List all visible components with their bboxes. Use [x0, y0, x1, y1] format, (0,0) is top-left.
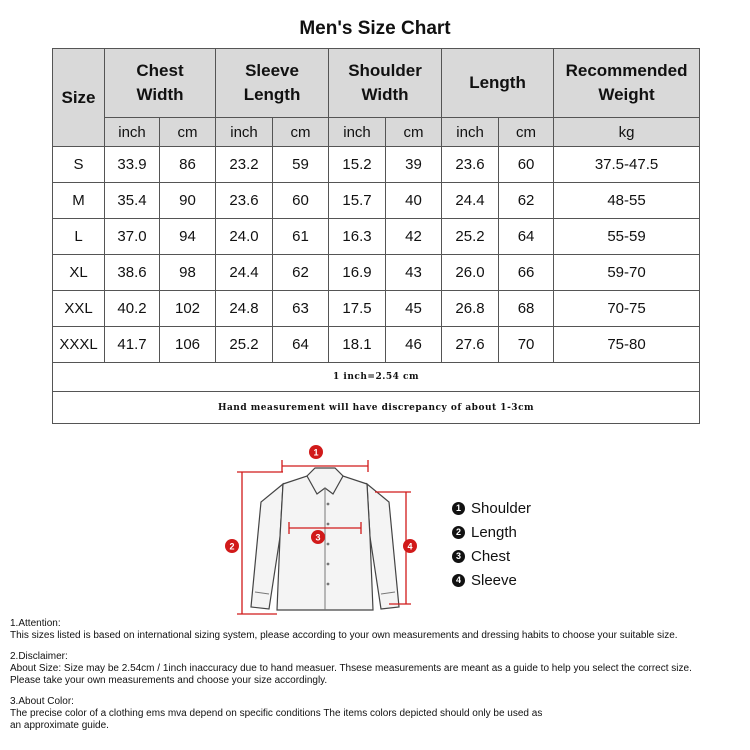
size-label-cell: M: [53, 183, 105, 219]
table-row: [53, 183, 700, 219]
table-cell: 106: [160, 327, 216, 363]
table-cell: 15.7: [329, 183, 386, 219]
header-chest-width: Chest Width: [105, 49, 216, 118]
table-cell: 60: [499, 147, 554, 183]
marker-2: [225, 539, 239, 553]
unit-cell: kg: [554, 118, 700, 147]
table-cell: 43: [386, 255, 442, 291]
table-cell: 55-59: [554, 219, 700, 255]
disclaimer-text-1: About Size: Size may be 2.54cm / 1inch inaccuracy due to hand measuer. Thsese measurements are meant as a guide to help you select the correct size.: [10, 663, 692, 674]
table-row: [53, 327, 700, 363]
table-cell: 17.5: [329, 291, 386, 327]
legend-item-sleeve: [452, 568, 531, 592]
table-cell: 94: [160, 219, 216, 255]
size-label-cell: S: [53, 147, 105, 183]
size-label-cell: XXXL: [53, 327, 105, 363]
table-row: [53, 147, 700, 183]
table-cell: 66: [499, 255, 554, 291]
table-cell: 24.8: [216, 291, 273, 327]
marker-4: [403, 539, 417, 553]
table-cell: 48-55: [554, 183, 700, 219]
table-cell: 62: [499, 183, 554, 219]
marker-4-label: 4: [407, 541, 413, 552]
table-cell: 102: [160, 291, 216, 327]
unit-cell: cm: [273, 118, 329, 147]
measurement-legend: [452, 496, 531, 592]
header-row: [53, 49, 700, 118]
conversion-note-row: [53, 363, 700, 392]
unit-cell: cm: [386, 118, 442, 147]
table-cell: 24.4: [442, 183, 499, 219]
table-cell: 46: [386, 327, 442, 363]
legend-label-shoulder: Shoulder: [471, 499, 532, 517]
legend-item-shoulder: [452, 496, 531, 520]
legend-item-chest: [452, 544, 531, 568]
table-cell: 35.4: [105, 183, 160, 219]
unit-cell: inch: [329, 118, 386, 147]
table-cell: 63: [273, 291, 329, 327]
table-cell: 26.8: [442, 291, 499, 327]
table-cell: 37.5-47.5: [554, 147, 700, 183]
legend-number-3: 3: [452, 550, 465, 563]
legend-number-4: 4: [452, 574, 465, 587]
table-cell: 90: [160, 183, 216, 219]
table-cell: 45: [386, 291, 442, 327]
attention-text: This sizes listed is based on international sizing system, please according to your own measurements and dressing habits to choose your suitable size.: [10, 630, 678, 641]
table-cell: 15.2: [329, 147, 386, 183]
table-cell: 18.1: [329, 327, 386, 363]
table-cell: 68: [499, 291, 554, 327]
legend-number-2: 2: [452, 526, 465, 539]
header-sleeve-length: Sleeve Length: [216, 49, 329, 118]
disclaimer-title: 2.Disclaimer:: [10, 651, 68, 662]
table-cell: 23.6: [442, 147, 499, 183]
color-text-1: The precise color of a clothing ems mva depend on specific conditions The items colors depicted should only be used as: [10, 708, 543, 719]
table-row: [53, 291, 700, 327]
table-cell: 25.2: [216, 327, 273, 363]
legend-label-chest: Chest: [471, 547, 511, 565]
size-table: [52, 48, 700, 424]
table-cell: 33.9: [105, 147, 160, 183]
table-cell: 59-70: [554, 255, 700, 291]
table-cell: 24.4: [216, 255, 273, 291]
table-cell: 23.2: [216, 147, 273, 183]
legend-label-sleeve: Sleeve: [471, 571, 517, 589]
table-cell: 62: [273, 255, 329, 291]
table-cell: 25.2: [442, 219, 499, 255]
table-cell: 16.9: [329, 255, 386, 291]
table-cell: 70-75: [554, 291, 700, 327]
unit-cell: inch: [216, 118, 273, 147]
legend-label-length: Length: [471, 523, 517, 541]
unit-cell: cm: [499, 118, 554, 147]
conversion-note: 1 inch=2.54 cm: [53, 363, 700, 392]
color-text-2: an approximate guide.: [10, 720, 109, 731]
discrepancy-note: Hand measurement will have discrepancy of about 1-3cm: [53, 392, 700, 424]
marker-3: [311, 530, 325, 544]
table-cell: 39: [386, 147, 442, 183]
table-row: [53, 219, 700, 255]
table-cell: 98: [160, 255, 216, 291]
discrepancy-note-row: [53, 392, 700, 424]
marker-1: [309, 445, 323, 459]
table-cell: 60: [273, 183, 329, 219]
unit-cell: inch: [105, 118, 160, 147]
size-label-cell: L: [53, 219, 105, 255]
notes-section: [10, 618, 745, 732]
table-cell: 42: [386, 219, 442, 255]
header-size: Size: [53, 49, 105, 147]
color-title: 3.About Color:: [10, 696, 74, 707]
table-cell: 64: [499, 219, 554, 255]
header-length: Length: [442, 49, 554, 118]
table-cell: 59: [273, 147, 329, 183]
table-cell: 16.3: [329, 219, 386, 255]
table-row: [53, 255, 700, 291]
unit-cell: cm: [160, 118, 216, 147]
table-cell: 41.7: [105, 327, 160, 363]
table-cell: 40.2: [105, 291, 160, 327]
shirt-measurement-diagram: [225, 442, 425, 622]
marker-1-label: 1: [313, 447, 319, 458]
legend-number-1: 1: [452, 502, 465, 515]
table-cell: 75-80: [554, 327, 700, 363]
table-cell: 24.0: [216, 219, 273, 255]
header-recommended-weight: Recommended Weight: [554, 49, 700, 118]
table-cell: 86: [160, 147, 216, 183]
table-cell: 40: [386, 183, 442, 219]
table-cell: 23.6: [216, 183, 273, 219]
table-cell: 27.6: [442, 327, 499, 363]
attention-title: 1.Attention:: [10, 618, 61, 629]
marker-2-label: 2: [229, 541, 235, 552]
table-cell: 38.6: [105, 255, 160, 291]
legend-item-length: [452, 520, 531, 544]
table-cell: 64: [273, 327, 329, 363]
unit-cell: inch: [442, 118, 499, 147]
table-cell: 26.0: [442, 255, 499, 291]
marker-3-label: 3: [315, 532, 321, 543]
unit-row: [53, 118, 700, 147]
table-cell: 70: [499, 327, 554, 363]
disclaimer-text-2: Please take your own measurements and choose your size accordingly.: [10, 675, 328, 686]
size-label-cell: XL: [53, 255, 105, 291]
page-title: Men's Size Chart: [299, 18, 451, 39]
table-cell: 37.0: [105, 219, 160, 255]
table-cell: 61: [273, 219, 329, 255]
header-shoulder-width: Shoulder Width: [329, 49, 442, 118]
size-label-cell: XXL: [53, 291, 105, 327]
